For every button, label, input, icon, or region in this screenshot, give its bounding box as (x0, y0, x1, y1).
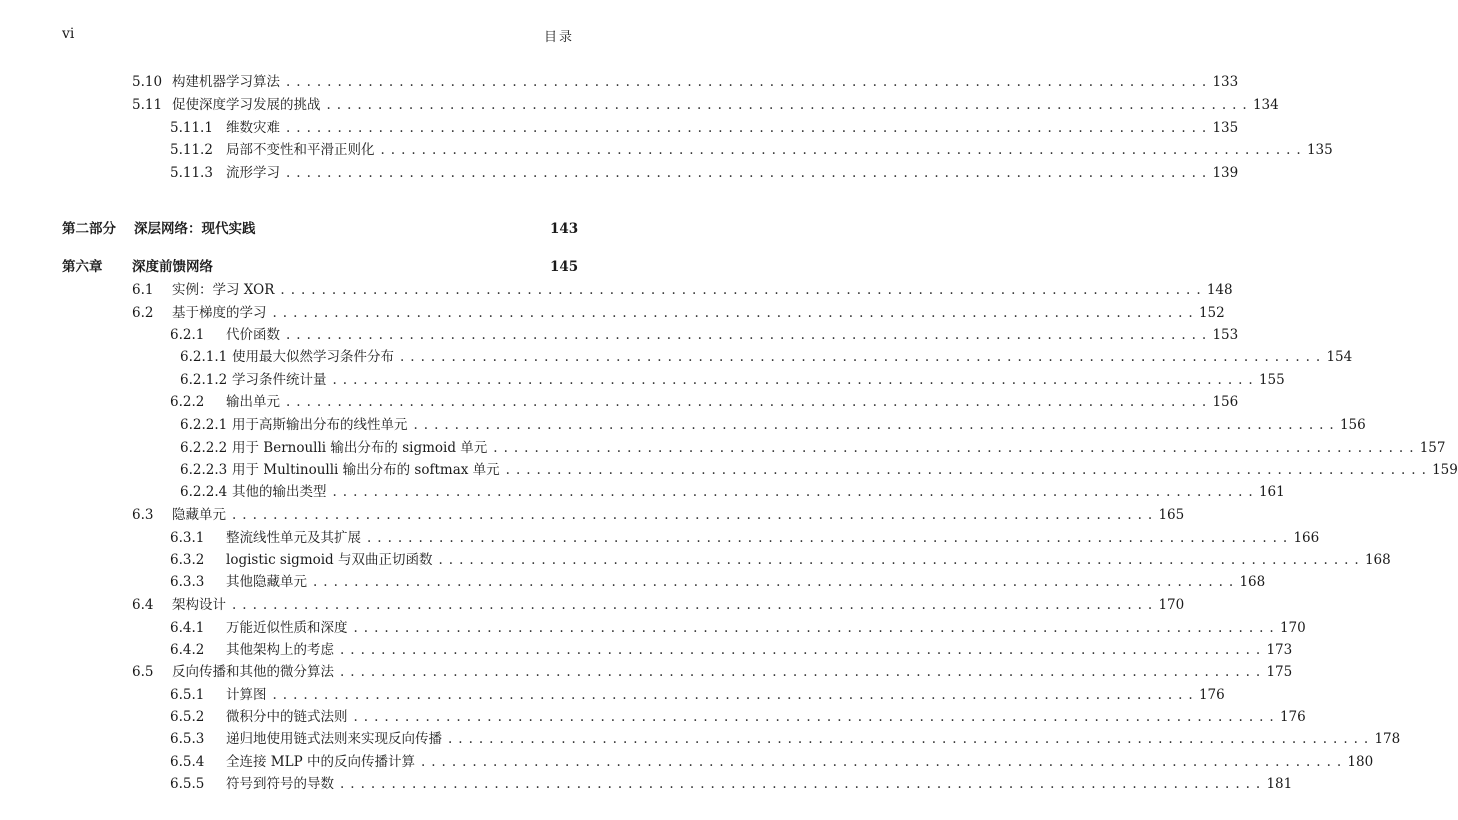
dot-leader: .......................................................................................... (332, 484, 1259, 500)
toc-entry[interactable] (170, 727, 1401, 747)
toc-entry-number: 第二部分 (62, 221, 116, 237)
toc-entry-page: 159 (1432, 462, 1458, 478)
toc-entry-title: 万能近似性质和深度 (226, 620, 348, 636)
running-header-title: 目录 (543, 30, 574, 45)
toc-entry-title: 构建机器学习算法 (172, 74, 280, 90)
toc-entry-title: 用于高斯输出分布的线性单元 (232, 417, 408, 433)
dot-leader: .......................................................................................... (438, 552, 1365, 568)
toc-entry-title: 局部不变性和平滑正则化 (226, 142, 375, 158)
toc-entry-title: 其他架构上的考虑 (226, 642, 334, 658)
toc-entry-title: 其他的输出类型 (232, 484, 327, 500)
toc-entry-page: 156 (1339, 417, 1366, 433)
toc-entry-number: 6.2.2.4 (180, 484, 228, 500)
toc-entry-title: 流形学习 (226, 165, 280, 181)
toc-entry[interactable] (170, 570, 1266, 590)
toc-entry-number: 第六章 (62, 259, 103, 275)
toc-entry-title: 其他隐藏单元 (226, 574, 307, 590)
toc-entry[interactable] (132, 593, 1185, 613)
toc-entry-number: 6.1 (132, 282, 154, 298)
toc-entry-page: 143 (550, 221, 579, 237)
toc-entry[interactable] (132, 503, 1185, 523)
toc-entry-number: 5.11 (132, 97, 163, 113)
dot-leader: .......................................................................................... (286, 74, 1213, 90)
dot-leader: .......................................................................................... (272, 305, 1199, 321)
toc-entry-title: 用于 Bernoulli 输出分布的 sigmoid 单元 (232, 440, 488, 456)
toc-entry-number: 6.5.3 (170, 731, 205, 747)
toc-entry-page: 157 (1419, 440, 1446, 456)
toc-entry-page: 139 (1212, 165, 1239, 181)
toc-entry[interactable] (180, 458, 1458, 478)
toc-entry-page: 176 (1198, 687, 1225, 703)
dot-leader: .......................................................................................... (272, 687, 1199, 703)
toc-entry[interactable] (170, 705, 1306, 725)
toc-entry-page: 176 (1279, 709, 1306, 725)
toc-entry-page: 175 (1266, 664, 1293, 680)
toc-entry-page: 165 (1158, 507, 1185, 523)
toc-entry-page: 173 (1266, 642, 1293, 658)
toc-entry-page: 166 (1293, 530, 1320, 546)
dot-leader: .......................................................................................... (353, 709, 1280, 725)
toc-entry[interactable] (180, 413, 1366, 433)
toc-entry-title: logistic sigmoid 与双曲正切函数 (226, 552, 433, 568)
toc-entry-title: 用于 Multinoulli 输出分布的 softmax 单元 (232, 462, 500, 478)
dot-leader: .......................................................................................... (313, 574, 1240, 590)
toc-entry-title: 学习条件统计量 (232, 372, 327, 388)
dot-leader: .......................................................................................... (340, 664, 1267, 680)
toc-entry-number: 6.3.2 (170, 552, 205, 568)
toc-entry-page: 145 (550, 259, 579, 275)
toc-entry-title: 使用最大似然学习条件分布 (232, 349, 394, 365)
toc-entry-number: 5.11.3 (170, 165, 213, 181)
toc-entry-number: 6.2.1.1 (180, 349, 228, 365)
dot-leader: .......................................................................................... (400, 349, 1327, 365)
dot-leader: .......................................................................................... (413, 417, 1340, 433)
toc-entry-number: 6.5.5 (170, 776, 205, 792)
dot-leader: .......................................................................................... (280, 282, 1207, 298)
toc-entry[interactable] (170, 548, 1391, 568)
toc-entry[interactable] (132, 301, 1225, 321)
toc-entry-page: 135 (1306, 142, 1333, 158)
dot-leader: .......................................................................................... (420, 754, 1348, 770)
dot-leader: .......................................................................................... (286, 165, 1213, 181)
toc-entry-number: 5.10 (132, 74, 163, 90)
toc-entry-title: 深度前馈网络 (132, 259, 213, 275)
toc-entry-title: 深层网络：现代实践 (134, 221, 256, 237)
toc-entry[interactable] (180, 480, 1285, 500)
toc-entry-number: 5.11.1 (170, 120, 213, 136)
toc-entry[interactable] (132, 278, 1233, 298)
toc-entry-number: 6.4 (132, 597, 154, 613)
toc-entry-title: 实例：学习 XOR (172, 282, 275, 298)
toc-entry-title: 代价函数 (226, 327, 280, 343)
toc-entry[interactable] (170, 526, 1320, 546)
toc-entry[interactable] (180, 368, 1285, 388)
toc-entry-number: 5.11.2 (170, 142, 213, 158)
toc-entry-page: 181 (1266, 776, 1293, 792)
toc-entry-page: 154 (1326, 349, 1353, 365)
toc-entry-number: 6.4.1 (170, 620, 205, 636)
toc-entry-title: 维数灾难 (226, 120, 280, 136)
toc-entry-page: 133 (1212, 74, 1239, 90)
toc-entry-number: 6.5 (132, 664, 154, 680)
dot-leader: .......................................................................................... (286, 394, 1213, 410)
toc-entry[interactable] (170, 772, 1293, 792)
toc-entry-number: 6.3 (132, 507, 154, 523)
toc-entry[interactable] (170, 683, 1225, 703)
toc-entry-page: 156 (1212, 394, 1239, 410)
toc-entry-title: 全连接 MLP 中的反向传播计算 (226, 754, 415, 770)
toc-entry-title: 架构设计 (172, 597, 226, 613)
toc-entry[interactable] (170, 323, 1239, 343)
toc-entry[interactable] (62, 255, 579, 275)
dot-leader: .......................................................................................... (353, 620, 1280, 636)
toc-entry-page: 152 (1198, 305, 1225, 321)
dot-leader: .......................................................................................... (286, 120, 1213, 136)
toc-entry[interactable] (170, 616, 1306, 636)
toc-entry[interactable] (170, 116, 1239, 136)
dot-leader: .......................................................................................... (505, 462, 1432, 478)
toc-entry-page: 135 (1212, 120, 1239, 136)
toc-entry[interactable] (170, 138, 1333, 158)
toc-entry-title: 微积分中的链式法则 (226, 709, 348, 725)
toc-entry[interactable] (180, 345, 1353, 365)
toc-entry-number: 6.4.2 (170, 642, 205, 658)
toc-entry[interactable] (170, 638, 1293, 658)
toc-entry-title: 递归地使用链式法则来实现反向传播 (226, 731, 442, 747)
toc-entry-number: 6.2.2.1 (180, 417, 228, 433)
toc-entry-number: 6.5.4 (170, 754, 205, 770)
toc-entry-page: 134 (1252, 97, 1279, 113)
toc-entry[interactable] (132, 70, 1239, 90)
toc-entry[interactable] (180, 436, 1446, 456)
toc-entry[interactable] (62, 217, 579, 237)
page-number: vi (62, 26, 75, 42)
toc-entry-title: 反向传播和其他的微分算法 (172, 664, 334, 680)
toc-entry-page: 180 (1347, 754, 1374, 770)
toc-entry-title: 计算图 (226, 687, 267, 703)
toc-entry-number: 6.2.2.3 (180, 462, 228, 478)
toc-entry[interactable] (170, 161, 1239, 181)
dot-leader: .......................................................................................... (332, 372, 1259, 388)
toc-entry-page: 168 (1364, 552, 1391, 568)
toc-entry[interactable] (170, 750, 1374, 770)
toc-entry[interactable] (132, 93, 1279, 113)
toc-entry-number: 6.2.2 (170, 394, 205, 410)
toc-entry-number: 6.5.2 (170, 709, 205, 725)
toc-entry-page: 155 (1258, 372, 1285, 388)
dot-leader: .......................................................................................... (232, 597, 1159, 613)
toc-entry-number: 6.5.1 (170, 687, 205, 703)
dot-leader: .......................................................................................... (367, 530, 1294, 546)
toc-entry-page: 153 (1212, 327, 1239, 343)
dot-leader: .......................................................................................... (448, 731, 1375, 747)
toc-entry-number: 6.2.1.2 (180, 372, 228, 388)
toc-entry-number: 6.3.1 (170, 530, 205, 546)
dot-leader: .......................................................................................... (380, 142, 1307, 158)
toc-entry-title: 输出单元 (226, 394, 280, 410)
toc-entry-title: 隐藏单元 (172, 507, 226, 523)
toc-entry-number: 6.2 (132, 305, 154, 321)
toc-entry-page: 161 (1258, 484, 1285, 500)
toc-entry-page: 178 (1374, 731, 1401, 747)
dot-leader: .......................................................................................... (493, 440, 1420, 456)
toc-entry[interactable] (132, 660, 1293, 680)
toc-entry-title: 整流线性单元及其扩展 (226, 530, 361, 546)
toc-entry-page: 170 (1158, 597, 1185, 613)
toc-entry-title: 符号到符号的导数 (226, 776, 334, 792)
dot-leader: .......................................................................................... (326, 97, 1253, 113)
toc-entry-page: 170 (1279, 620, 1306, 636)
toc-entry-title: 基于梯度的学习 (172, 305, 267, 321)
dot-leader: .......................................................................................... (340, 776, 1267, 792)
toc-entry-number: 6.3.3 (170, 574, 205, 590)
toc-entry-page: 148 (1206, 282, 1233, 298)
toc-entry-title: 促使深度学习发展的挑战 (172, 97, 321, 113)
dot-leader: .......................................................................................... (340, 642, 1267, 658)
toc-entry-page: 168 (1239, 574, 1266, 590)
toc-entry-number: 6.2.1 (170, 327, 205, 343)
dot-leader: .......................................................................................... (232, 507, 1159, 523)
toc-entry[interactable] (170, 390, 1239, 410)
dot-leader: .......................................................................................... (286, 327, 1213, 343)
toc-entry-number: 6.2.2.2 (180, 440, 228, 456)
